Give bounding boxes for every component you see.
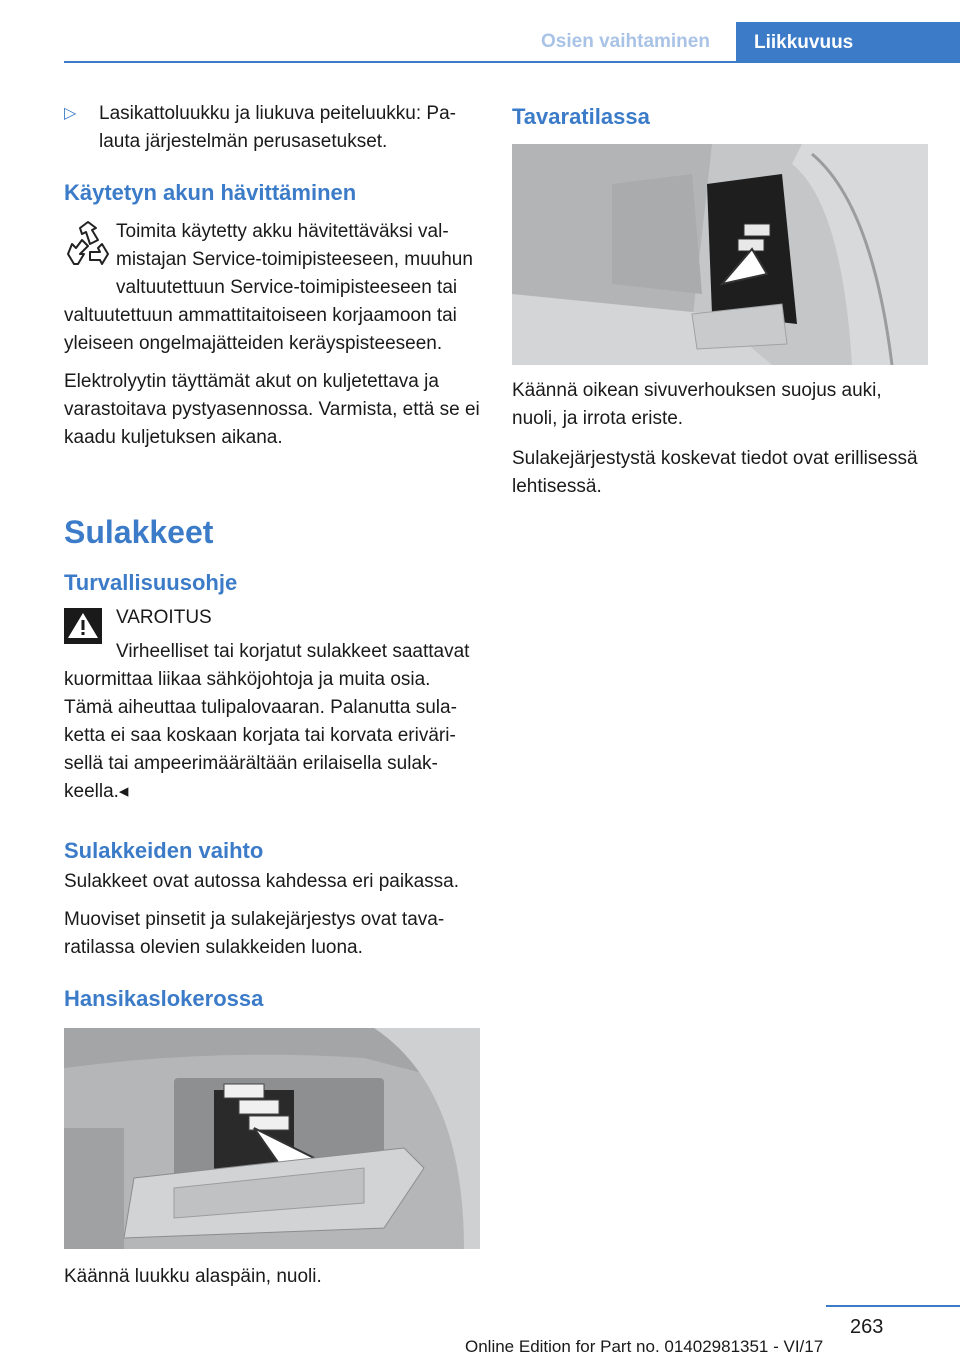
edition-footer: Online Edition for Part no. 01402981351 - VI/17 bbox=[465, 1337, 824, 1356]
fuse-info-text: Sulakejärjestystä koskevat tiedot ovat erillisessä lehtisessä. bbox=[512, 448, 918, 497]
glovebox-caption: Käännä luukku alaspäin, nuoli. bbox=[64, 1266, 322, 1287]
footer-rule bbox=[826, 1305, 960, 1307]
bullet-text: Lasikattoluukku ja liukuva peiteluukku: Palauta järjestelmän perusasetukset. bbox=[99, 103, 456, 152]
header-chapter-tab: Liikkuvuus bbox=[736, 22, 960, 63]
right-column bbox=[512, 96, 928, 501]
warning-label: VAROITUS bbox=[116, 607, 212, 628]
warning-icon bbox=[64, 608, 102, 644]
change-text-2: Muoviset pinsetit ja sulakejärjestys ovat tavaratilassa olevien sulakkeiden luona. bbox=[64, 909, 445, 958]
disposal-heading: Käytetyn akun hävittäminen bbox=[64, 180, 357, 205]
glovebox-heading: Hansikaslokerossa bbox=[64, 986, 264, 1011]
change-text-1: Sulakkeet ovat autossa kahdessa eri paikassa. bbox=[64, 871, 460, 892]
fuses-title: Sulakkeet bbox=[64, 514, 214, 550]
change-heading: Sulakkeiden vaihto bbox=[64, 838, 264, 863]
safety-heading: Turvallisuusohje bbox=[64, 570, 238, 595]
trunk-heading: Tavaratilassa bbox=[512, 104, 650, 129]
triangle-bullet-icon: ▷ bbox=[64, 105, 77, 122]
page-number: 263 bbox=[850, 1316, 884, 1338]
trunk-caption: Käännä oikean sivuverhouksen suojus auki, nuoli, ja irrota eriste. bbox=[512, 380, 882, 429]
recycle-icon bbox=[64, 220, 116, 276]
glovebox-image bbox=[64, 1028, 480, 1249]
trunk-image bbox=[512, 144, 928, 365]
header-section-title: Osien vaihtaminen bbox=[541, 31, 710, 52]
disposal-block bbox=[64, 218, 480, 358]
header-rule bbox=[64, 61, 960, 63]
left-column bbox=[64, 96, 480, 1291]
electrolyte-text: Elektrolyytin täyttämät akut on kuljetettava ja varastoitava pystyasennossa. Varmista, että se ei kaadu kuljetuksen aikana. bbox=[64, 371, 480, 448]
warning-block bbox=[64, 604, 480, 806]
warning-text: Virheelliset tai korjatut sulakkeet saattavat kuormittaa liikaa sähköjohtoja ja muita osia. Tämä aiheuttaa tulipalovaaran. Palanutta sulaketta ei saa koskaan korjata tai korvata erivärisellä tai ampeerimäärältään erilaisella sulakkeella.◂ bbox=[64, 641, 470, 802]
disposal-text: Toimita käytetty akku hävitettäväksi valmistajan Service-toimipisteeseen, muuhun valtuutettuun Service-toimipisteeseen tai valtuutettuun ammattitaitoiseen korjaamoon tai yleiseen ongelmajätteiden keräyspisteeseen. bbox=[64, 221, 473, 354]
list-item bbox=[64, 100, 480, 156]
